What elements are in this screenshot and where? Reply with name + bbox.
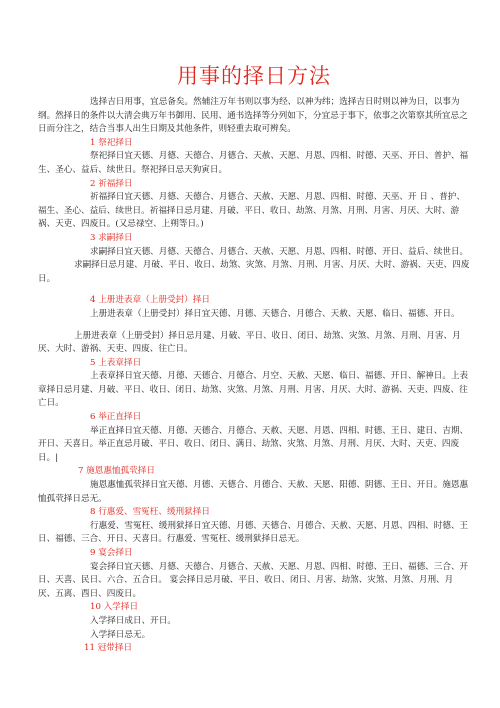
section-paragraph: 行惠爱、雪冤枉、缓刑狱择日宜天德、月德、天德合、月德合、天赦、天愿、月恩、四相、时德、王日、福德、三合、开日、天喜日。行惠爱、雪冤枉、缓刑狱择日忌无。 bbox=[38, 520, 469, 545]
section-heading: 7 施恩惠恤孤茕择日 bbox=[78, 466, 155, 477]
document-page bbox=[38, 60, 470, 656]
section-paragraph: 入学择日忌无。 bbox=[90, 629, 151, 640]
spacer bbox=[38, 322, 470, 330]
section-heading: 6 举正直择日 bbox=[90, 412, 142, 423]
section-paragraph: 施恩惠恤孤茕择日宜天德、月德、天德合、月德合、天赦、天愿、阳德、阴德、王日、开日。施恩惠恤孤茕择日忌无。 bbox=[38, 480, 469, 504]
section-paragraph: 上表章择日宜天德、月德、天德合、月德合、月空、天赦、天愿、临日、福德、开日、解神日。上表章择日忌月建、月破、平日、收日、闭日、劫煞、灾煞、月煞、月刑、月害、月厌、大时、游祸、天吏、四废、往亡日。 bbox=[38, 371, 469, 409]
section-paragraph: 祈福择日宜天德、月德、天德合、月德合、天赦、天愿、月恩、四相、时德、天巫、开 日 、普护、福生、圣心、益后、续世日。祈福择日忌月建、月破、平日、收日、劫煞、月煞、月刑、月害、月厌、大时、游祸、天吏、四废日。(又忌禄空、上朔等日。) bbox=[38, 192, 465, 230]
section-paragraph: 入学择日成日、开日。 bbox=[90, 615, 176, 626]
section-heading: 11 冠带择日 bbox=[84, 643, 133, 654]
section-paragraph: 祭祀择日宜天德、月德、天德合、月德合、天赦、天愿、月恩、四相、时德、天巫、开日、普护、福生、圣心、益后、续世日。祭祀择日忌天狗寅日。 bbox=[38, 151, 469, 175]
section-heading: 5 上表章择日 bbox=[90, 357, 142, 368]
section-paragraph: 举正直择日宜天德、月德、天德合、月德合、天赦、天愿、月恩、四相、时德、王日、建日、吉期、开日、天喜日。举正直忌月破、平日、收日、闭日、满日、劫煞、灾煞、月煞、月刑、月厌、大时、天吏、四废日。| bbox=[38, 425, 469, 463]
section-heading: 10 入学择日 bbox=[90, 602, 139, 613]
section-heading: 4 上册进表章（上册受封）择日 bbox=[90, 295, 210, 306]
page-title: 用事的择日方法 bbox=[177, 64, 331, 88]
section-paragraph: 求嗣择日忌月建、月破、平日、收日、劫煞、灾煞、月煞、月刑、月害、月厌、大时、游祸、天吏、四废日。 bbox=[38, 260, 470, 284]
spacer bbox=[38, 286, 470, 294]
section-paragraph: 求嗣择日宜天德、月德、天德合、月德合、天赦、天愿、月恩、四相、时德、开日、益后、续世日。 bbox=[90, 246, 469, 257]
section-paragraph: 上册进表章（上册受封）择日宜天德、月德、天德合、月德合、天赦、天愿、临日、福德、开日。 bbox=[90, 308, 460, 319]
section-heading: 1 祭祀择日 bbox=[90, 137, 133, 148]
section-heading: 9 宴会择日 bbox=[90, 548, 133, 558]
section-heading: 8 行惠爱、雪冤枉、缓刑狱择日 bbox=[90, 507, 210, 518]
section-paragraph: 上册进表章（上册受封）择日忌月建、月破、平日、收日、闭日、劫煞、灾煞、月煞、月刑、月害、月厌、大时、游祸、天吏、四废、往亡日。 bbox=[38, 330, 461, 355]
intro-paragraph: 选择吉日用事，宜忌备矣。然辅注万年书则以事为经、以神为纬；选择吉日时则以神为日，以事为纲。然择日的条件以大清会典万年书御用、民用、通书选择等分列如下，分宜忌于事下，依事之次第察其所宜忌之日而分注之，结合当事人出生日期及其他条件，则轻重去取可辨矣。 bbox=[38, 97, 468, 135]
section-heading: 3 求嗣择日 bbox=[90, 232, 133, 243]
section-paragraph: 宴会择日宜天德、月德、天德合、月德合、天赦、天愿、月恩、四相、时德、王日、福德、三合、开日、天喜、民日、六合、五合日。 宴会择日忌月破、平日、收日、闭日、月害、劫煞、灾煞、月煞、月刑、月厌、五离、酉日、四废日。 bbox=[38, 561, 469, 599]
section-heading: 2 祈福择日 bbox=[90, 178, 133, 189]
